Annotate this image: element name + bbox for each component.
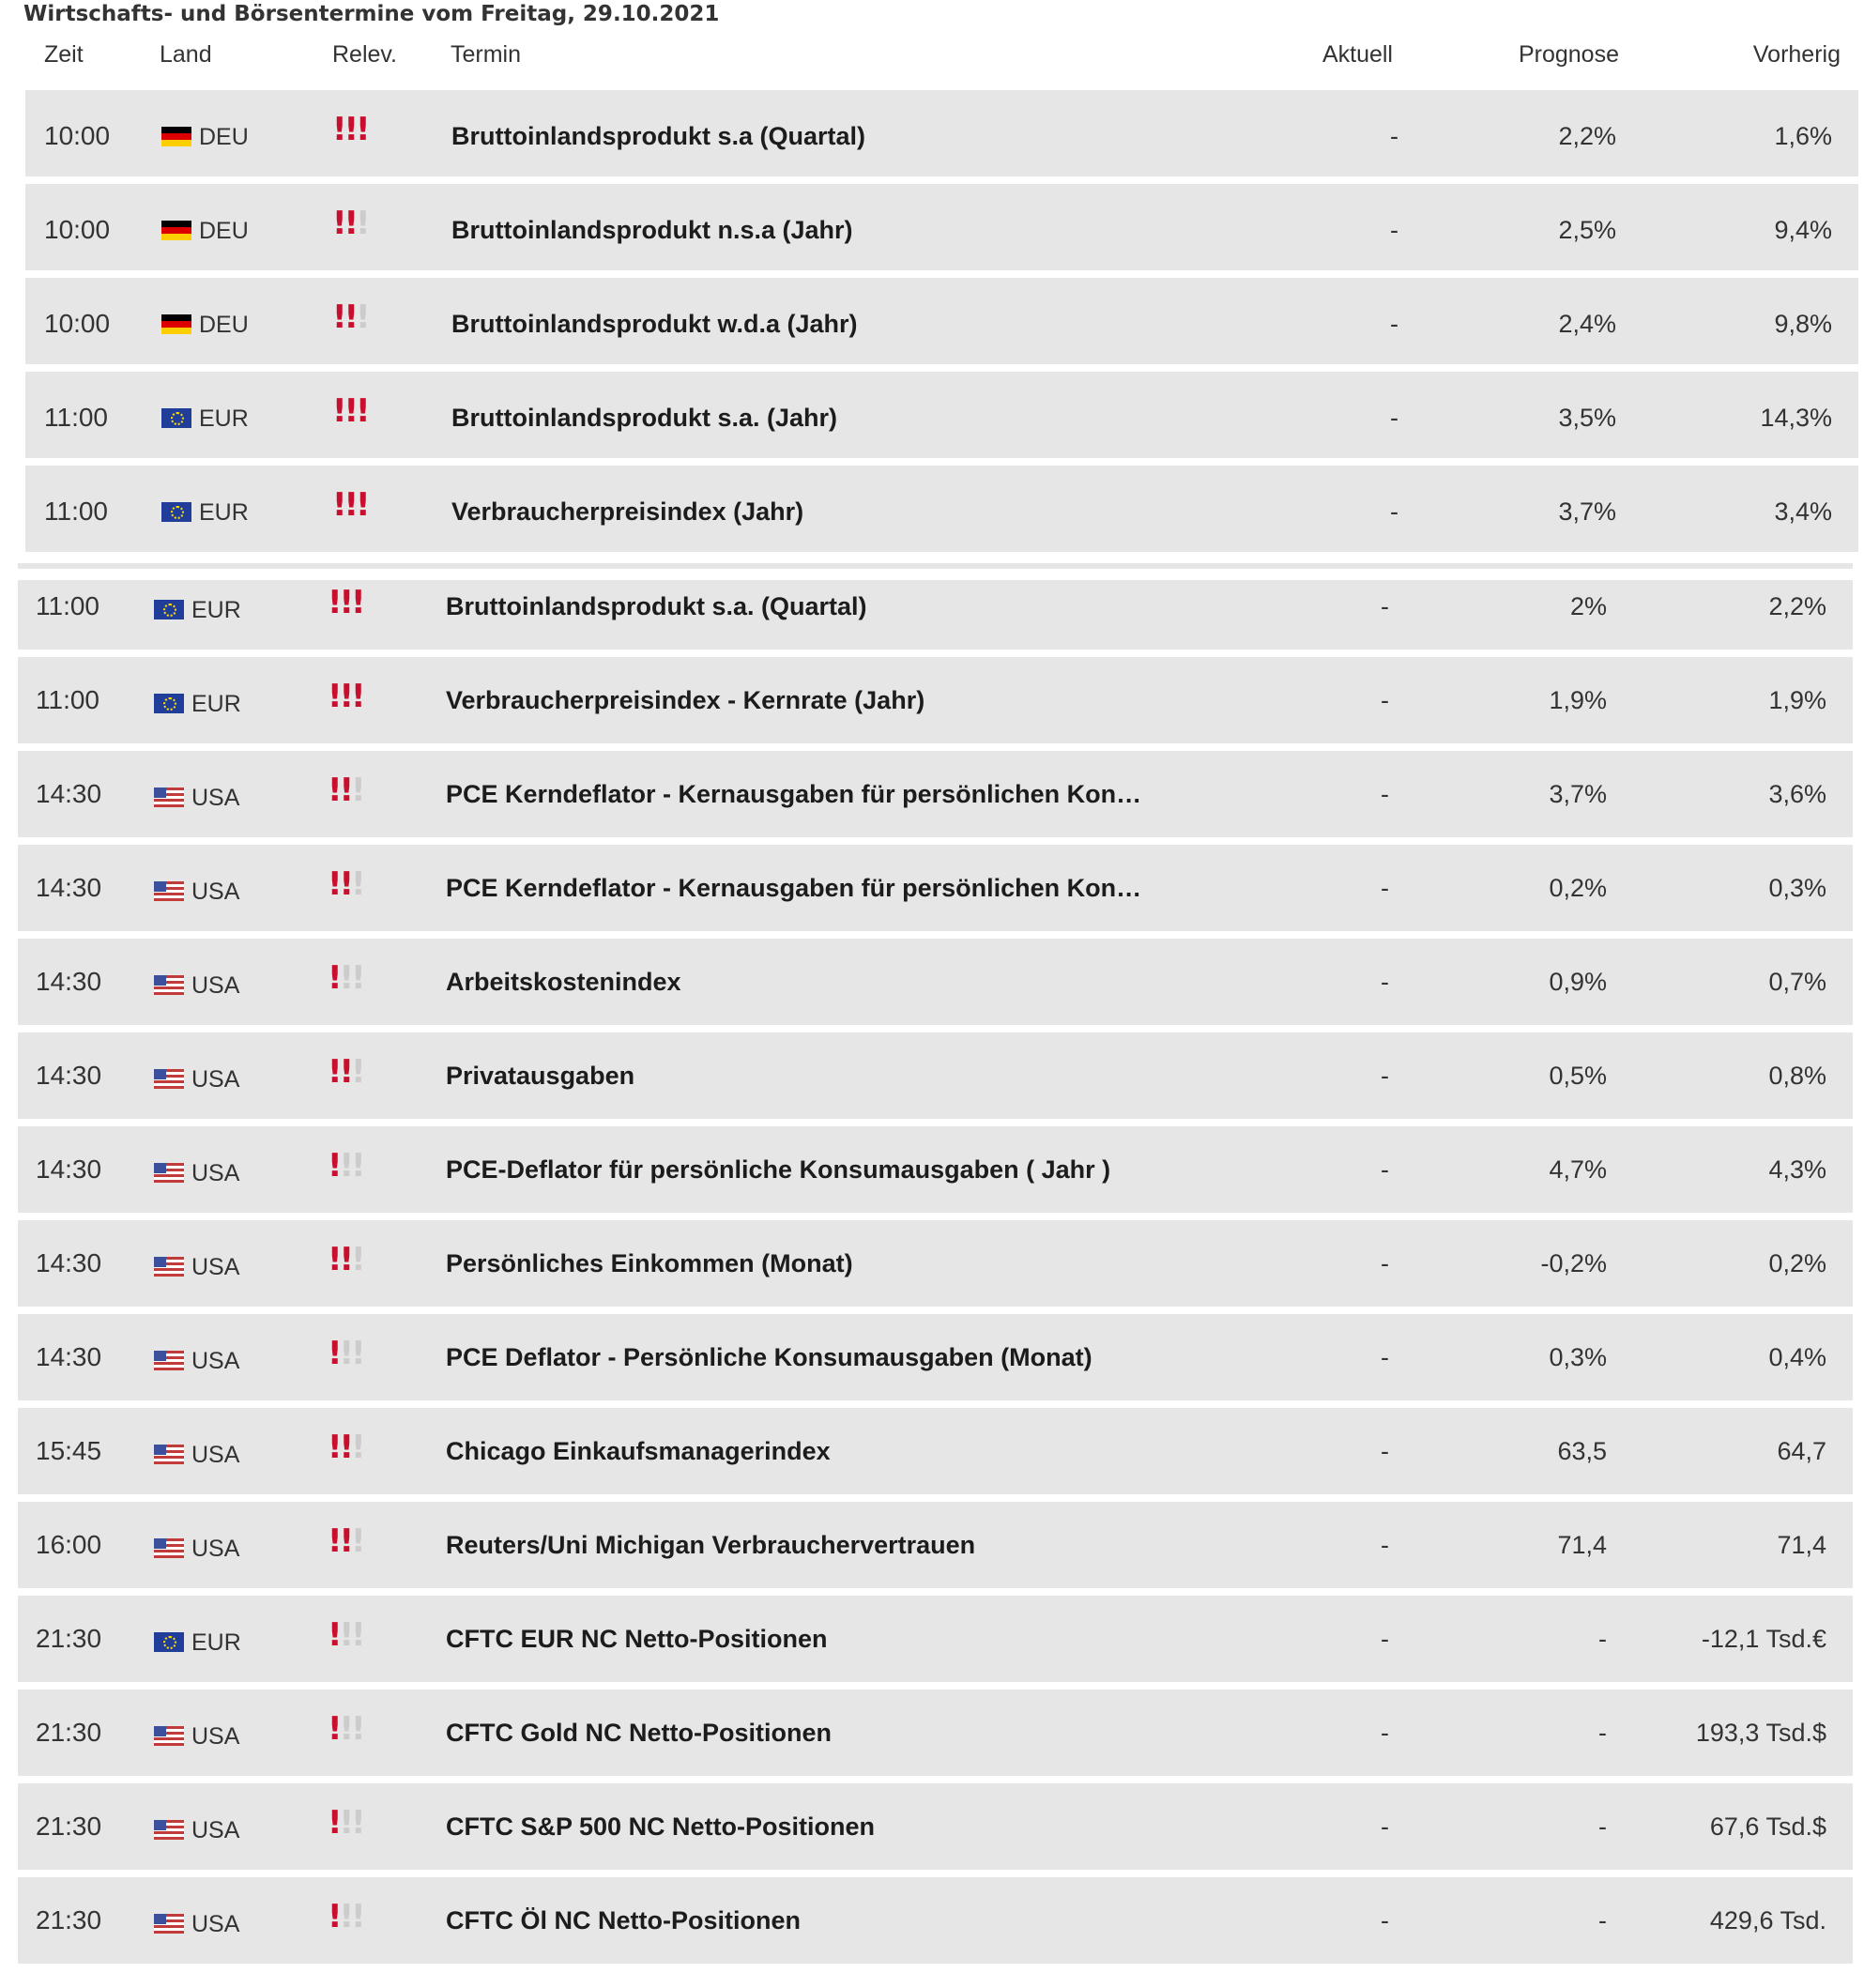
event-actual: -	[1381, 968, 1389, 996]
relevance-mark-icon: !	[351, 1335, 363, 1372]
event-time: 10:00	[44, 309, 111, 338]
relevance-mark-icon: !	[328, 678, 340, 715]
relevance-mark-icon: !	[344, 392, 357, 430]
event-title[interactable]: CFTC Öl NC Netto-Positionen	[446, 1906, 801, 1934]
relevance-mark-icon: !	[339, 1335, 352, 1372]
event-row[interactable]	[25, 184, 1858, 270]
event-country: USA	[191, 972, 240, 999]
event-time: 21:30	[36, 1812, 102, 1841]
event-forecast: -	[1598, 1625, 1607, 1653]
event-previous: 1,6%	[1774, 122, 1832, 150]
relevance-indicator	[328, 1806, 363, 1840]
us-flag-icon	[154, 1445, 184, 1464]
us-flag-icon	[154, 1351, 184, 1370]
relevance-mark-icon: !	[351, 1804, 363, 1842]
de-flag-icon	[161, 221, 191, 240]
event-row[interactable]	[18, 657, 1853, 743]
event-row[interactable]	[25, 278, 1858, 364]
relevance-mark-icon: !	[351, 584, 363, 621]
column-header-prognose[interactable]: Prognose	[1518, 41, 1619, 68]
event-country: USA	[191, 1254, 240, 1280]
relevance-mark-icon: !	[339, 1147, 352, 1185]
event-previous: 0,2%	[1768, 1249, 1826, 1277]
event-actual: -	[1381, 1249, 1389, 1277]
relevance-indicator	[332, 206, 368, 240]
event-title[interactable]: PCE Kerndeflator - Kernausgaben für persönlichen Kon…	[446, 874, 1142, 902]
page-title: Wirtschafts- und Börsentermine vom Freitag, 29.10.2021	[23, 2, 720, 26]
event-row[interactable]	[18, 1032, 1853, 1119]
relevance-mark-icon: !	[328, 1241, 340, 1278]
us-flag-icon	[154, 1726, 184, 1746]
event-previous: 14,3%	[1760, 404, 1832, 432]
event-country: DEU	[199, 218, 249, 244]
relevance-indicator	[328, 1430, 363, 1464]
event-row[interactable]	[25, 372, 1858, 458]
event-actual: -	[1381, 780, 1389, 808]
de-flag-icon	[161, 314, 191, 334]
event-title[interactable]: Privatausgaben	[446, 1062, 635, 1090]
relevance-mark-icon: !	[328, 1804, 340, 1842]
event-previous: 4,3%	[1768, 1155, 1826, 1184]
event-time: 10:00	[44, 121, 111, 150]
relevance-mark-icon: !	[332, 486, 344, 524]
event-title[interactable]: Persönliches Einkommen (Monat)	[446, 1249, 853, 1277]
event-time: 21:30	[36, 1905, 102, 1934]
event-country: DEU	[199, 312, 249, 338]
relevance-indicator	[328, 586, 363, 619]
event-row[interactable]	[18, 1690, 1853, 1776]
event-row[interactable]	[18, 1220, 1853, 1307]
relevance-mark-icon: !	[351, 678, 363, 715]
us-flag-icon	[154, 1538, 184, 1558]
event-title[interactable]: Verbraucherpreisindex - Kernrate (Jahr)	[446, 686, 925, 714]
us-flag-icon	[154, 881, 184, 901]
event-previous: 9,8%	[1774, 310, 1832, 338]
event-previous: 2,2%	[1768, 592, 1826, 620]
relevance-mark-icon: !	[351, 1429, 363, 1466]
event-country: EUR	[191, 597, 241, 623]
relevance-indicator	[328, 1055, 363, 1089]
relevance-mark-icon: !	[356, 486, 368, 524]
event-forecast: -	[1598, 1812, 1607, 1841]
relevance-mark-icon: !	[339, 1429, 352, 1466]
us-flag-icon	[154, 1069, 184, 1089]
event-previous: 1,9%	[1768, 686, 1826, 714]
event-actual: -	[1390, 122, 1398, 150]
event-country: USA	[191, 1536, 240, 1562]
event-actual: -	[1390, 497, 1398, 526]
event-previous: 9,4%	[1774, 216, 1832, 244]
event-row[interactable]	[18, 939, 1853, 1025]
relevance-mark-icon: !	[344, 205, 357, 242]
event-title[interactable]: Reuters/Uni Michigan Verbrauchervertrauen	[446, 1531, 976, 1559]
relevance-mark-icon: !	[328, 1053, 340, 1091]
eu-flag-icon	[161, 502, 191, 522]
relevance-indicator	[328, 961, 363, 995]
relevance-mark-icon: !	[351, 1616, 363, 1654]
event-title[interactable]: CFTC EUR NC Netto-Positionen	[446, 1625, 828, 1653]
event-actual: -	[1381, 1719, 1389, 1747]
event-title[interactable]: Chicago Einkaufsmanagerindex	[446, 1437, 831, 1465]
event-time: 11:00	[44, 403, 108, 432]
event-forecast: 3,7%	[1558, 497, 1616, 526]
event-forecast: 4,7%	[1549, 1155, 1607, 1184]
event-previous: 0,4%	[1768, 1343, 1826, 1371]
event-country: EUR	[199, 499, 249, 526]
event-actual: -	[1390, 404, 1398, 432]
event-time: 14:30	[36, 967, 102, 996]
relevance-mark-icon: !	[328, 1616, 340, 1654]
us-flag-icon	[154, 788, 184, 807]
event-country: USA	[191, 1066, 240, 1093]
relevance-mark-icon: !	[351, 1898, 363, 1935]
event-actual: -	[1381, 1812, 1389, 1841]
relevance-mark-icon: !	[356, 298, 368, 336]
column-header-zeit[interactable]: Zeit	[44, 41, 84, 68]
event-actual: -	[1390, 310, 1398, 338]
event-actual: -	[1390, 216, 1398, 244]
relevance-mark-icon: !	[339, 1898, 352, 1935]
event-country: USA	[191, 785, 240, 811]
event-title[interactable]: PCE Deflator - Persönliche Konsumausgaben (Monat)	[446, 1343, 1092, 1371]
relevance-mark-icon: !	[328, 1147, 340, 1185]
column-header-relevance[interactable]: Relev.	[332, 41, 398, 68]
event-forecast: -	[1598, 1906, 1607, 1934]
relevance-indicator	[328, 867, 363, 901]
relevance-indicator	[328, 1337, 363, 1370]
event-actual: -	[1381, 1906, 1389, 1934]
relevance-mark-icon: !	[339, 678, 352, 715]
relevance-mark-icon: !	[339, 865, 352, 903]
relevance-mark-icon: !	[356, 111, 368, 148]
column-header-vorherig[interactable]: Vorherig	[1752, 41, 1841, 68]
relevance-indicator	[332, 488, 368, 522]
relevance-indicator	[332, 300, 368, 334]
event-row[interactable]	[18, 1502, 1853, 1588]
event-actual: -	[1381, 1625, 1389, 1653]
event-title[interactable]: CFTC S&P 500 NC Netto-Positionen	[446, 1812, 876, 1841]
event-time: 11:00	[36, 591, 99, 620]
event-previous: 0,7%	[1768, 968, 1826, 996]
relevance-mark-icon: !	[351, 865, 363, 903]
event-title[interactable]: PCE Kerndeflator - Kernausgaben für persönlichen Kon…	[446, 780, 1142, 808]
event-time: 10:00	[44, 215, 111, 244]
event-title[interactable]: Bruttoinlandsprodukt s.a. (Quartal)	[446, 592, 867, 620]
event-time: 14:30	[36, 1248, 102, 1277]
event-actual: -	[1381, 686, 1389, 714]
event-time: 14:30	[36, 1342, 102, 1371]
relevance-mark-icon: !	[344, 111, 357, 148]
relevance-indicator	[328, 1243, 363, 1277]
event-forecast: 2,5%	[1558, 216, 1616, 244]
us-flag-icon	[154, 1820, 184, 1840]
relevance-mark-icon: !	[328, 1898, 340, 1935]
event-row[interactable]	[25, 90, 1858, 176]
event-forecast: 3,7%	[1549, 780, 1607, 808]
event-title[interactable]: Bruttoinlandsprodukt s.a. (Jahr)	[451, 404, 838, 432]
event-actual: -	[1381, 1155, 1389, 1184]
event-forecast: 71,4	[1557, 1531, 1607, 1559]
event-time: 11:00	[36, 685, 99, 714]
event-actual: -	[1381, 592, 1389, 620]
screenshot-seam	[0, 569, 1864, 580]
event-row[interactable]	[18, 1596, 1853, 1682]
relevance-mark-icon: !	[339, 959, 352, 997]
event-time: 14:30	[36, 1061, 102, 1090]
event-row[interactable]	[18, 1126, 1853, 1213]
event-country: USA	[191, 1442, 240, 1468]
event-time: 11:00	[44, 497, 108, 526]
relevance-indicator	[328, 680, 363, 713]
event-country: USA	[191, 1817, 240, 1843]
relevance-mark-icon: !	[356, 205, 368, 242]
relevance-indicator	[332, 113, 368, 146]
event-time: 15:45	[36, 1436, 102, 1465]
relevance-mark-icon: !	[339, 1710, 352, 1748]
event-title[interactable]: Arbeitskostenindex	[446, 968, 681, 996]
relevance-indicator	[328, 1618, 363, 1652]
eu-flag-icon	[154, 600, 184, 619]
event-forecast: 2%	[1569, 592, 1607, 620]
event-row[interactable]	[18, 751, 1853, 837]
event-title[interactable]: Bruttoinlandsprodukt n.s.a (Jahr)	[451, 216, 853, 244]
eu-flag-icon	[161, 408, 191, 428]
event-actual: -	[1381, 1062, 1389, 1090]
event-title[interactable]: Verbraucherpreisindex (Jahr)	[451, 497, 804, 526]
event-row[interactable]	[25, 466, 1858, 552]
event-row[interactable]	[18, 1314, 1853, 1400]
event-country: USA	[191, 1160, 240, 1186]
relevance-mark-icon: !	[328, 1335, 340, 1372]
event-forecast: 0,9%	[1549, 968, 1607, 996]
relevance-mark-icon: !	[351, 959, 363, 997]
relevance-indicator	[332, 394, 368, 428]
event-forecast: 63,5	[1557, 1437, 1607, 1465]
event-time: 14:30	[36, 873, 102, 902]
event-forecast: 3,5%	[1558, 404, 1616, 432]
event-previous: -12,1 Tsd.€	[1701, 1625, 1826, 1653]
event-country: USA	[191, 1911, 240, 1937]
event-previous: 429,6 Tsd.	[1709, 1906, 1826, 1934]
event-forecast: -0,2%	[1540, 1249, 1607, 1277]
event-row[interactable]	[18, 1877, 1853, 1964]
relevance-mark-icon: !	[332, 298, 344, 336]
column-header-land[interactable]: Land	[160, 41, 212, 68]
event-previous: 0,3%	[1768, 874, 1826, 902]
event-previous: 0,8%	[1768, 1062, 1826, 1090]
relevance-mark-icon: !	[351, 1522, 363, 1560]
relevance-indicator	[328, 773, 363, 807]
event-title[interactable]: CFTC Gold NC Netto-Positionen	[446, 1719, 832, 1747]
event-country: USA	[191, 879, 240, 905]
de-flag-icon	[161, 127, 191, 146]
relevance-mark-icon: !	[344, 486, 357, 524]
event-country: EUR	[191, 691, 241, 717]
event-time: 21:30	[36, 1624, 102, 1653]
event-title[interactable]: Bruttoinlandsprodukt w.d.a (Jahr)	[451, 310, 858, 338]
event-actual: -	[1381, 874, 1389, 902]
event-time: 16:00	[36, 1530, 102, 1559]
event-forecast: 2,4%	[1558, 310, 1616, 338]
event-time: 14:30	[36, 779, 102, 808]
relevance-mark-icon: !	[351, 1241, 363, 1278]
event-row[interactable]	[18, 845, 1853, 931]
event-forecast: 0,2%	[1549, 874, 1607, 902]
us-flag-icon	[154, 1257, 184, 1277]
event-forecast: 1,9%	[1549, 686, 1607, 714]
event-row[interactable]	[18, 1783, 1853, 1870]
relevance-mark-icon: !	[328, 584, 340, 621]
event-previous: 64,7	[1777, 1437, 1826, 1465]
event-actual: -	[1381, 1343, 1389, 1371]
relevance-mark-icon: !	[351, 1147, 363, 1185]
relevance-mark-icon: !	[344, 298, 357, 336]
event-country: EUR	[199, 405, 249, 432]
event-title[interactable]: Bruttoinlandsprodukt s.a (Quartal)	[451, 122, 866, 150]
column-header-aktuell[interactable]: Aktuell	[1322, 41, 1393, 68]
event-previous: 67,6 Tsd.$	[1709, 1812, 1826, 1841]
relevance-mark-icon: !	[339, 1241, 352, 1278]
relevance-mark-icon: !	[328, 1429, 340, 1466]
event-forecast: 0,3%	[1549, 1343, 1607, 1371]
event-time: 14:30	[36, 1155, 102, 1184]
event-country: DEU	[199, 124, 249, 150]
event-previous: 3,6%	[1768, 780, 1826, 808]
eu-flag-icon	[154, 1632, 184, 1652]
relevance-indicator	[328, 1900, 363, 1934]
event-country: USA	[191, 1348, 240, 1374]
relevance-mark-icon: !	[339, 1522, 352, 1560]
event-title[interactable]: PCE-Deflator für persönliche Konsumausgaben ( Jahr )	[446, 1155, 1111, 1184]
relevance-mark-icon: !	[339, 1616, 352, 1654]
relevance-mark-icon: !	[328, 1522, 340, 1560]
us-flag-icon	[154, 1914, 184, 1934]
event-row[interactable]	[18, 1408, 1853, 1494]
relevance-mark-icon: !	[351, 1710, 363, 1748]
event-forecast: -	[1598, 1719, 1607, 1747]
relevance-mark-icon: !	[339, 584, 352, 621]
relevance-mark-icon: !	[339, 1053, 352, 1091]
relevance-indicator	[328, 1712, 363, 1746]
relevance-mark-icon: !	[328, 772, 340, 809]
event-previous: 3,4%	[1774, 497, 1832, 526]
event-country: USA	[191, 1723, 240, 1750]
relevance-mark-icon: !	[339, 772, 352, 809]
relevance-mark-icon: !	[356, 392, 368, 430]
event-previous: 193,3 Tsd.$	[1695, 1719, 1826, 1747]
event-forecast: 0,5%	[1549, 1062, 1607, 1090]
event-actual: -	[1381, 1437, 1389, 1465]
event-previous: 71,4	[1777, 1531, 1826, 1559]
column-header-termin[interactable]: Termin	[451, 41, 522, 68]
relevance-mark-icon: !	[332, 205, 344, 242]
us-flag-icon	[154, 1163, 184, 1183]
relevance-mark-icon: !	[328, 1710, 340, 1748]
event-time: 21:30	[36, 1718, 102, 1747]
relevance-indicator	[328, 1149, 363, 1183]
relevance-mark-icon: !	[328, 865, 340, 903]
relevance-mark-icon: !	[332, 392, 344, 430]
event-country: EUR	[191, 1629, 241, 1656]
event-actual: -	[1381, 1531, 1389, 1559]
relevance-indicator	[328, 1524, 363, 1558]
event-forecast: 2,2%	[1558, 122, 1616, 150]
relevance-mark-icon: !	[351, 1053, 363, 1091]
relevance-mark-icon: !	[328, 959, 340, 997]
relevance-mark-icon: !	[351, 772, 363, 809]
eu-flag-icon	[154, 694, 184, 713]
relevance-mark-icon: !	[339, 1804, 352, 1842]
relevance-mark-icon: !	[332, 111, 344, 148]
us-flag-icon	[154, 975, 184, 995]
